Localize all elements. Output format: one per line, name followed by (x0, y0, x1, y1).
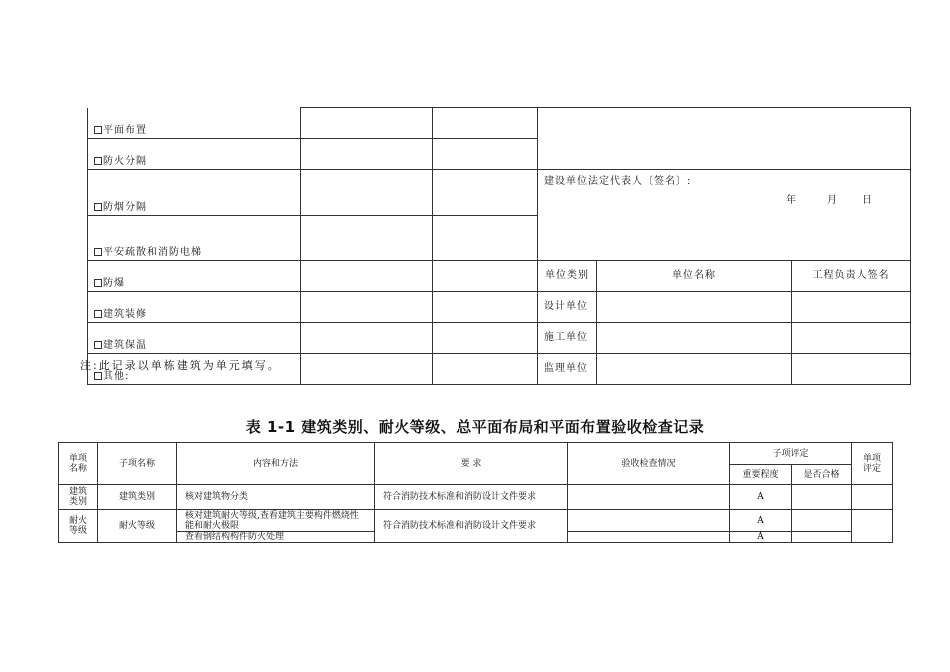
blank-cell (433, 354, 538, 385)
check-item[interactable]: 建筑装修 (88, 292, 301, 323)
signature-cell (538, 170, 911, 261)
sub-name-cell: 建筑类别 (98, 485, 177, 510)
blank-cell[interactable] (792, 354, 911, 385)
checkbox-icon[interactable] (94, 372, 102, 380)
situation-cell[interactable] (568, 532, 730, 543)
inspection-record-table (58, 442, 893, 543)
requirement-cell: 符合消防技术标准和消防设计文件要求 (375, 485, 568, 510)
checkbox-icon[interactable] (94, 310, 102, 318)
checkbox-icon[interactable] (94, 203, 102, 211)
blank-cell (433, 170, 538, 216)
unit-type-construction: 施工单位 (538, 323, 597, 354)
check-item[interactable]: 平安疏散和消防电梯 (88, 215, 301, 261)
header-content: 内容和方法 (177, 443, 375, 485)
blank-cell[interactable] (792, 292, 911, 323)
header-item-name: 单项名称 (59, 443, 98, 485)
content-cell: 查看钢结构构件防火处理 (177, 532, 375, 543)
signature-date: 年 月 日 (786, 195, 873, 206)
blank-cell (301, 108, 433, 139)
checkbox-icon[interactable] (94, 157, 102, 165)
unit-name-header: 单位名称 (597, 261, 792, 292)
sub-name-cell: 耐火等级 (98, 510, 177, 543)
table-note: 注:此记录以单栋建筑为单元填写。 (80, 359, 281, 372)
blank-cell (301, 215, 433, 261)
header-sub-name: 子项名称 (98, 443, 177, 485)
blank-cell (301, 292, 433, 323)
check-item[interactable]: 建筑保温 (88, 323, 301, 354)
blank-cell (301, 323, 433, 354)
check-item[interactable]: 平面布置 (88, 108, 301, 139)
header-sub-eval: 子项评定 (730, 443, 852, 465)
unit-signature-header: 工程负责人签名 (792, 261, 911, 292)
blank-cell (301, 261, 433, 292)
header-importance: 重要程度 (730, 465, 792, 485)
header-requirement: 要 求 (375, 443, 568, 485)
situation-cell[interactable] (568, 485, 730, 510)
acceptance-items-table (87, 107, 911, 385)
checkbox-icon[interactable] (94, 248, 102, 256)
blank-cell (433, 323, 538, 354)
check-item[interactable]: 防爆 (88, 261, 301, 292)
item-name-cell: 耐火等级 (59, 510, 98, 543)
content-cell: 核对建筑物分类 (177, 485, 375, 510)
situation-cell[interactable] (568, 510, 730, 532)
blank-cell (433, 292, 538, 323)
qualified-cell[interactable] (792, 485, 852, 510)
signature-label: 建设单位法定代表人〔签名〕: (544, 176, 692, 187)
importance-cell: A (730, 510, 792, 532)
blank-cell (538, 108, 911, 170)
check-item[interactable]: 防烟分隔 (88, 170, 301, 216)
unit-type-design: 设计单位 (538, 292, 597, 323)
qualified-cell[interactable] (792, 510, 852, 532)
blank-cell (301, 139, 433, 170)
blank-cell (433, 139, 538, 170)
item-name-cell: 建筑类别 (59, 485, 98, 510)
header-qualified: 是否合格 (792, 465, 852, 485)
blank-cell[interactable] (597, 323, 792, 354)
table-title: 表 1-1 建筑类别、耐火等级、总平面布局和平面布置验收检查记录 (245, 418, 705, 436)
requirement-cell: 符合消防技术标准和消防设计文件要求 (375, 510, 568, 543)
item-eval-cell[interactable] (852, 485, 893, 510)
blank-cell[interactable] (792, 323, 911, 354)
blank-cell[interactable] (597, 292, 792, 323)
check-item[interactable]: 其他: (88, 354, 301, 385)
blank-cell[interactable] (597, 354, 792, 385)
header-situation: 验收检查情况 (568, 443, 730, 485)
importance-cell: A (730, 485, 792, 510)
checkbox-icon[interactable] (94, 126, 102, 134)
blank-cell (433, 261, 538, 292)
blank-cell (301, 170, 433, 216)
importance-cell: A (730, 532, 792, 543)
qualified-cell[interactable] (792, 532, 852, 543)
check-item[interactable]: 防火分隔 (88, 139, 301, 170)
blank-cell (433, 215, 538, 261)
blank-cell (433, 108, 538, 139)
header-item-eval: 单项评定 (852, 443, 893, 485)
checkbox-icon[interactable] (94, 341, 102, 349)
blank-cell (301, 354, 433, 385)
unit-type-supervision: 监理单位 (538, 354, 597, 385)
item-eval-cell[interactable] (852, 510, 893, 543)
unit-type-header: 单位类别 (538, 261, 597, 292)
checkbox-icon[interactable] (94, 279, 102, 287)
content-cell: 核对建筑耐火等级,查看建筑主要构件燃烧性能和耐火极限 (177, 510, 375, 532)
